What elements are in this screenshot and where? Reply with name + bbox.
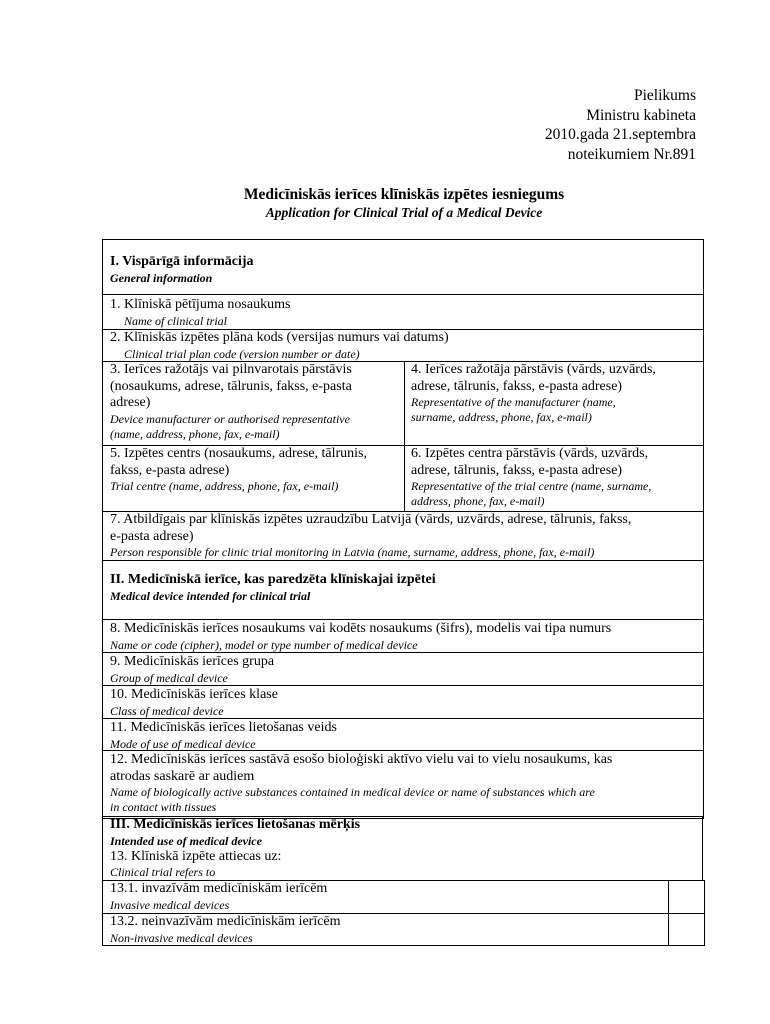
section-2-heading: II. Medicīniskā ierīce, kas paredzēta klīniskajai izpētei — [110, 572, 436, 587]
field-7-label-line-1: 7. Atbildīgais par klīniskās izpētes uzraudzību Latvijā (vārds, uzvārds, adrese, tālrunis, fakss, — [110, 512, 632, 527]
field-13-1-checkbox[interactable] — [669, 881, 704, 913]
annex-line-2: Ministru kabineta — [586, 106, 696, 124]
field-10-label-en: Class of medical device — [110, 703, 224, 718]
field-5-label-line-1: 5. Izpētes centrs (nosaukums, adrese, tālrunis, — [110, 446, 367, 461]
field-1-label: 1. Klīniskā pētījuma nosaukums — [110, 297, 291, 312]
field-13-2-label-en: Non-invasive medical devices — [110, 930, 253, 945]
column-divider — [404, 361, 405, 511]
row-divider — [102, 685, 704, 686]
annex-header — [545, 86, 696, 164]
field-11-label: 11. Medicīniskās ierīces lietošanas veids — [110, 720, 337, 735]
field-13-2-cell — [110, 914, 666, 946]
field-11-cell[interactable] — [110, 720, 702, 750]
field-13-1-label-en: Invasive medical devices — [110, 897, 230, 912]
field-7-label-en: Person responsible for clinic trial monitoring in Latvia (name, surname, address, phone, fax, e-mail) — [110, 545, 595, 559]
field-4-label-line-1: 4. Ierīces ražotāja pārstāvis (vārds, uzvārds, — [411, 362, 656, 377]
field-12-label-en-line-2: in contact with tissues — [110, 800, 217, 814]
document-subtitle: Application for Clinical Trial of a Medical Device — [265, 205, 543, 220]
field-5-cell[interactable] — [110, 446, 402, 511]
field-3-label-line-2: (nosaukums, adrese, tālrunis, fakss, e-pasta — [110, 378, 352, 394]
field-11-label-en: Mode of use of medical device — [110, 736, 256, 750]
field-13-2-checkbox[interactable] — [669, 914, 704, 946]
field-9-label: 9. Medicīniskās ierīces grupa — [110, 654, 275, 669]
field-6-label-en-line-2: address, phone, fax, e-mail) — [411, 494, 545, 508]
section-1-heading-en: General information — [110, 270, 213, 285]
row-divider — [102, 619, 704, 620]
row-divider — [102, 718, 704, 719]
section-3-heading: III. Medicīniskās ierīces lietošanas mērķis — [110, 817, 361, 832]
section-2-header — [110, 572, 700, 612]
section-1-heading: I. Vispārīgā informācija — [110, 254, 254, 269]
field-6-label-line-2: adrese, tālrunis, fakss, e-pasta adrese) — [411, 462, 623, 478]
row-divider — [102, 294, 704, 295]
field-13-label-en: Clinical trial refers to — [110, 865, 216, 879]
field-7-cell[interactable] — [110, 512, 702, 560]
field-2-label-en: Clinical trial plan code (version number or date) — [124, 346, 360, 361]
field-12-cell[interactable] — [110, 752, 702, 818]
field-3-cell[interactable] — [110, 362, 402, 445]
field-13-label: 13. Klīniskā izpēte attiecas uz: — [110, 848, 282, 864]
section-2-heading-en: Medical device intended for clinical trial — [110, 588, 311, 603]
field-2-cell[interactable] — [110, 330, 700, 361]
field-1-cell[interactable] — [110, 297, 700, 329]
field-3-label-en-line-1: Device manufacturer or authorised representative — [110, 411, 350, 426]
field-3-label-en-line-2: (name, address, phone, fax, e-mail) — [110, 426, 280, 441]
field-9-label-en: Group of medical device — [110, 670, 228, 685]
field-12-label-en-line-1: Name of biologically active substances contained in medical device or name of substances which are — [110, 785, 595, 799]
field-6-label-en-line-1: Representative of the trial centre (name, surname, — [411, 479, 652, 493]
section-3-header — [110, 817, 700, 880]
section-3-heading-en: Intended use of medical device — [110, 833, 262, 848]
field-8-label-en: Name or code (cipher), model or type number of medical device — [110, 637, 418, 652]
field-5-label-line-2: fakss, e-pasta adrese) — [110, 462, 230, 478]
annex-line-3: 2010.gada 21.septembra — [544, 126, 696, 143]
field-13-1-label: 13.1. invazīvām medicīniskām ierīcēm — [110, 881, 328, 896]
row-divider — [102, 750, 704, 751]
field-10-label: 10. Medicīniskās ierīces klase — [110, 687, 278, 702]
field-13-2-label: 13.2. neinvazīvām medicīniskām ierīcēm — [110, 914, 341, 929]
field-4-label-line-2: adrese, tālrunis, fakss, e-pasta adrese) — [411, 378, 623, 394]
field-3-label-line-1: 3. Ierīces ražotājs vai pilnvarotais pārstāvis — [110, 362, 352, 377]
field-13-1-cell — [110, 881, 666, 913]
field-8-cell[interactable] — [110, 621, 702, 652]
field-4-cell[interactable] — [411, 362, 701, 445]
section-1-header — [110, 254, 700, 292]
row-divider — [102, 652, 704, 653]
annex-line-4: noteikumiem Nr.891 — [567, 145, 696, 163]
document-title: Medicīniskās ierīces klīniskās izpētes iesniegums — [243, 186, 565, 203]
field-12-label-line-2: atrodas saskarē ar audiem — [110, 768, 255, 784]
field-10-cell[interactable] — [110, 687, 702, 718]
field-4-label-en-line-1: Representative of the manufacturer (name, — [411, 395, 616, 409]
field-6-label-line-1: 6. Izpētes centra pārstāvis (vārds, uzvārds, — [411, 446, 649, 461]
field-1-label-en: Name of clinical trial — [124, 313, 227, 328]
field-9-cell[interactable] — [110, 654, 702, 685]
field-6-cell[interactable] — [411, 446, 701, 511]
row-divider — [102, 560, 704, 561]
field-12-label-line-1: 12. Medicīniskās ierīces sastāvā esošo bioloģiski aktīvo vielu vai to vielu nosaukums, kas — [110, 752, 613, 767]
annex-line-1: Pielikums — [633, 87, 696, 104]
field-3-label-line-3: adrese) — [110, 395, 151, 410]
field-2-label: 2. Klīniskās izpētes plāna kods (versijas numurs vai datums) — [110, 330, 449, 345]
field-8-label: 8. Medicīniskās ierīces nosaukums vai kodēts nosaukums (šifrs), modelis vai tipa numurs — [110, 621, 612, 636]
field-7-label-line-2: e-pasta adrese) — [110, 528, 194, 544]
field-5-label-en: Trial centre (name, address, phone, fax, e-mail) — [110, 479, 339, 493]
field-4-label-en-line-2: surname, address, phone, fax, e-mail) — [411, 410, 592, 424]
